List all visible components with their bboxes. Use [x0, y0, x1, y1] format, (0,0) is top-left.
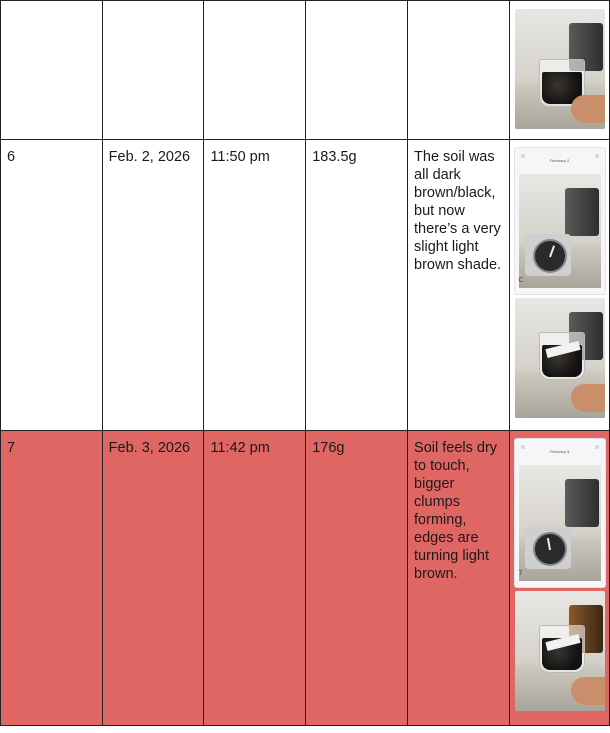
hand-shape	[571, 95, 605, 123]
cell-date: Feb. 2, 2026	[102, 140, 204, 431]
table-row-highlighted	[1, 431, 610, 726]
cell-date: Feb. 3, 2026	[102, 431, 204, 726]
cell-notes: Soil feels dry to touch, bigger clumps forming, edges are turning light brown.	[408, 431, 510, 726]
table-row	[1, 1, 610, 140]
cell-date	[102, 1, 204, 140]
hand-shape	[571, 384, 605, 412]
cell-weight: 176g	[306, 431, 408, 726]
soil-cup-photo	[515, 298, 605, 418]
scale-photo	[515, 148, 605, 294]
cell-photos	[510, 1, 610, 140]
cell-notes	[408, 1, 510, 140]
scale-photo	[515, 439, 605, 587]
soil-cup-photo	[515, 591, 605, 711]
cup-shape	[539, 332, 585, 380]
cell-time: 11:42 pm	[204, 431, 306, 726]
cell-time	[204, 1, 306, 140]
cell-photos	[510, 140, 610, 431]
cell-number: 7	[1, 431, 103, 726]
cup-shape	[539, 625, 585, 673]
photo-date-header: February 3	[549, 449, 570, 454]
pencil-mark: C	[518, 277, 524, 284]
cell-number: 6	[1, 140, 103, 431]
pencil-mark: 7	[518, 570, 523, 577]
cell-weight: 183.5g	[306, 140, 408, 431]
cell-number	[1, 1, 103, 140]
scale-scene	[519, 174, 601, 288]
table-row	[1, 140, 610, 431]
scale-scene	[519, 465, 601, 581]
photo-date-header: February 2	[549, 158, 570, 163]
kitchen-scale-shape	[525, 527, 571, 569]
cell-weight	[306, 1, 408, 140]
kitchen-scale-shape	[525, 234, 571, 276]
cell-time: 11:50 pm	[204, 140, 306, 431]
hand-shape	[571, 677, 605, 705]
cell-notes: The soil was all dark brown/black, but now there’s a very slight light brown shade.	[408, 140, 510, 431]
soil-cup-photo	[515, 9, 605, 129]
cell-photos	[510, 431, 610, 726]
